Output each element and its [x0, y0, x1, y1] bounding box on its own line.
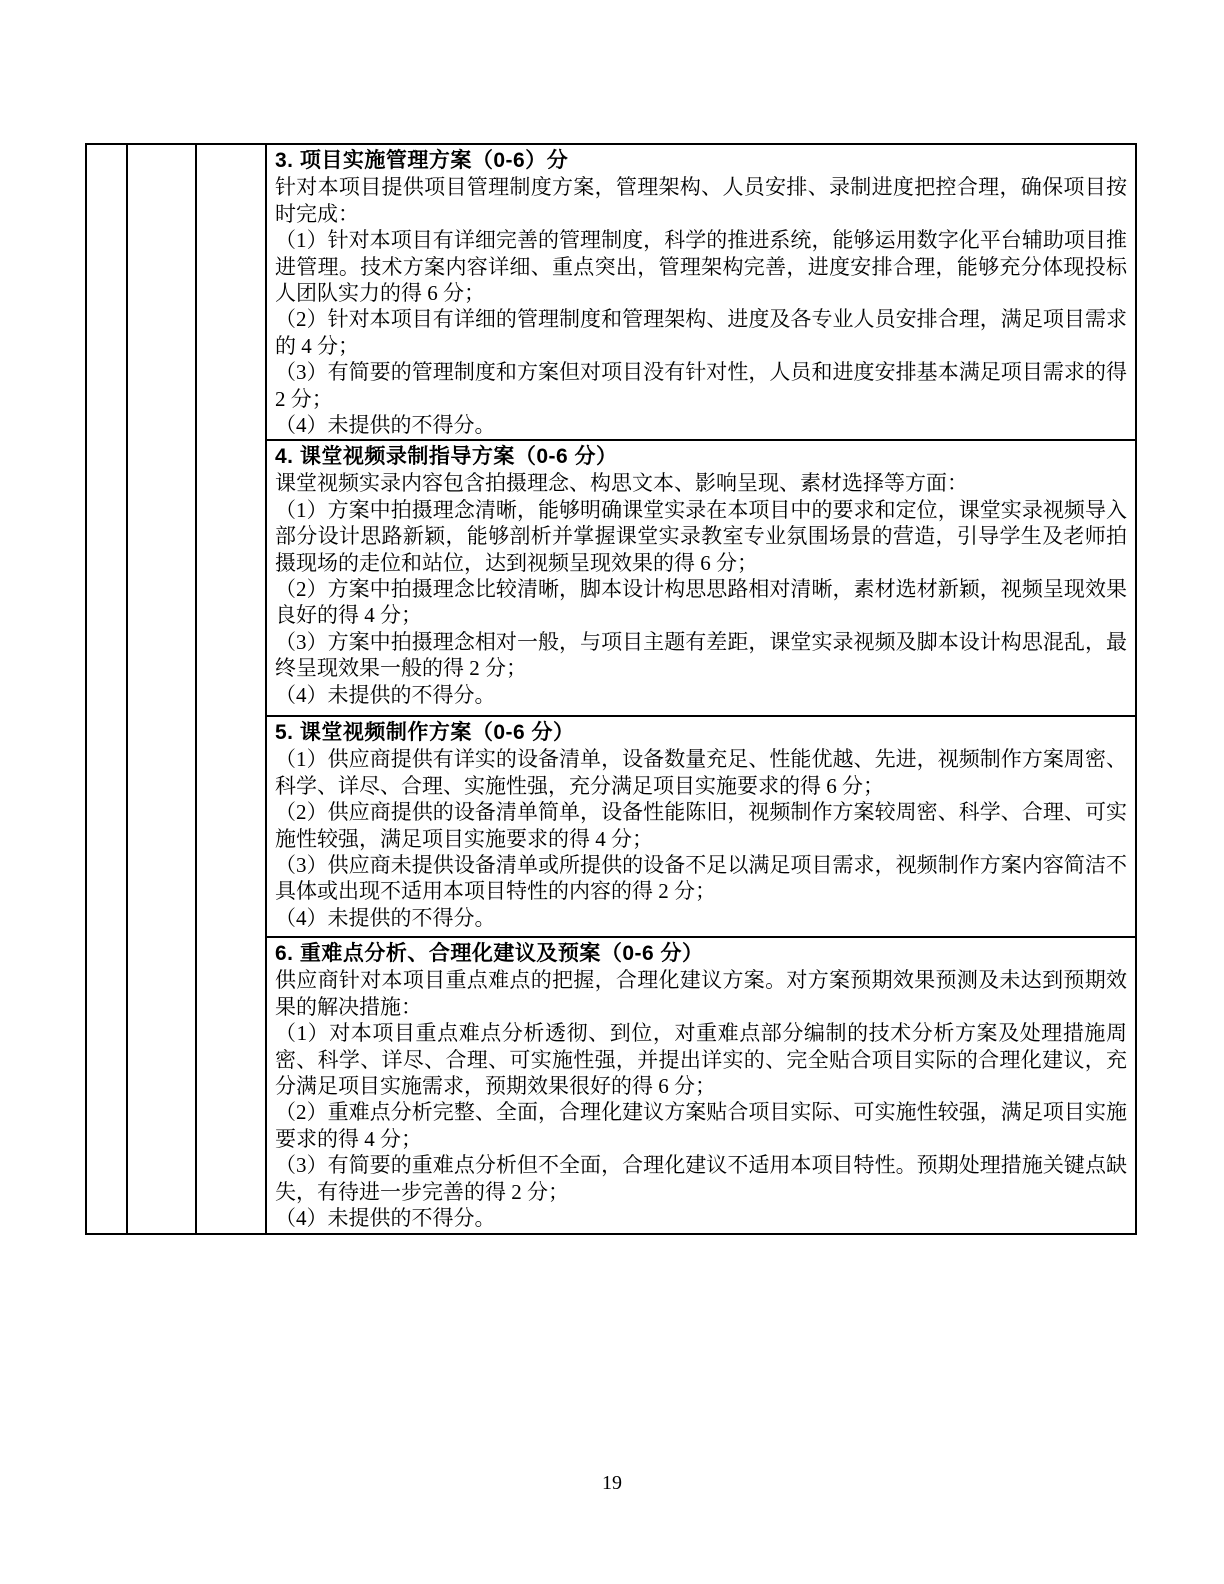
section-paragraph: （1）方案中拍摄理念清晰，能够明确课堂实录在本项目中的要求和定位，课堂实录视频导入部分设计思路新颖，能够剖析并掌握课堂实录教室专业氛围场景的营造，引导学生及老师拍摄现场的走位和站位，达到视频呈现效果的得 6 分；: [275, 497, 1127, 575]
evaluation-criteria-table: [85, 143, 1137, 1235]
section-classroom-video-production: [267, 717, 1135, 938]
section-paragraph: （1）针对本项目有详细完善的管理制度，科学的推进系统，能够运用数字化平台辅助项目推进管理。技术方案内容详细、重点突出，管理架构完善，进度安排合理，能够充分体现投标人团队实力的得 6 分；: [275, 228, 1127, 306]
section-project-implementation-management: [267, 145, 1135, 441]
section-paragraph: （2）重难点分析完整、全面，合理化建议方案贴合项目实际、可实施性较强，满足项目实施要求的得 4 分；: [275, 1100, 1127, 1151]
section-paragraph: （4）未提供的不得分。: [275, 682, 496, 707]
section-title: 6. 重难点分析、合理化建议及预案（0-6 分）: [275, 942, 704, 965]
section-paragraph: （4）未提供的不得分。: [275, 905, 496, 930]
section-title: 3. 项目实施管理方案（0-6）分: [275, 149, 569, 172]
section-paragraph: （3）供应商未提供设备清单或所提供的设备不足以满足项目需求，视频制作方案内容简洁不具体或出现不适用本项目特性的内容的得 2 分；: [275, 853, 1127, 904]
section-paragraph: （3）方案中拍摄理念相对一般，与项目主题有差距，课堂实录视频及脚本设计构思混乱，最终呈现效果一般的得 2 分；: [275, 629, 1127, 681]
criteria-column: [267, 145, 1135, 1233]
section-paragraph: 供应商针对本项目重点难点的把握，合理化建议方案。对方案预期效果预测及未达到预期效果的解决措施：: [275, 968, 1127, 1019]
section-paragraph: 针对本项目提供项目管理制度方案，管理架构、人员安排、录制进度把控合理，确保项目按时完成：: [275, 175, 1127, 226]
section-paragraph: （2）方案中拍摄理念比较清晰，脚本设计构思思路相对清晰，素材选材新颖，视频呈现效果良好的得 4 分；: [275, 577, 1127, 628]
page-number: 19: [602, 1472, 622, 1494]
section-paragraph: （2）供应商提供的设备清单简单，设备性能陈旧，视频制作方案较周密、科学、合理、可实施性较强，满足项目实施要求的得 4 分；: [275, 800, 1127, 851]
section-paragraph: （1）供应商提供有详实的设备清单，设备数量充足、性能优越、先进，视频制作方案周密、科学、详尽、合理、实施性强，充分满足项目实施要求的得 6 分；: [275, 747, 1127, 798]
table-empty-column-3: [197, 145, 267, 1233]
section-title: 4. 课堂视频录制指导方案（0-6 分）: [275, 445, 618, 468]
table-empty-column-2: [128, 145, 197, 1233]
section-paragraph: （3）有简要的重难点分析但不全面，合理化建议不适用本项目特性。预期处理措施关键点缺失，有待进一步完善的得 2 分；: [275, 1153, 1127, 1204]
section-paragraph: （4）未提供的不得分。: [275, 1206, 496, 1231]
table-empty-column-1: [87, 145, 128, 1233]
section-paragraph: （2）针对本项目有详细的管理制度和管理架构、进度及各专业人员安排合理，满足项目需求的 4 分；: [275, 307, 1127, 358]
section-classroom-video-recording-guidance: [267, 441, 1135, 717]
section-paragraph: （1）对本项目重点难点分析透彻、到位，对重难点部分编制的技术分析方案及处理措施周密、科学、详尽、合理、可实施性强，并提出详实的、完全贴合项目实际的合理化建议，充分满足项目实施需求，预期效果很好的得 6 分；: [275, 1021, 1127, 1099]
section-paragraph: （3）有简要的管理制度和方案但对项目没有针对性，人员和进度安排基本满足项目需求的得 2 分；: [275, 360, 1127, 411]
section-difficulties-analysis-suggestions: [267, 938, 1135, 1233]
section-paragraph: 课堂视频实录内容包含拍摄理念、构思文本、影响呈现、素材选择等方面：: [275, 471, 968, 496]
section-paragraph: （4）未提供的不得分。: [275, 413, 496, 438]
section-title: 5. 课堂视频制作方案（0-6 分）: [275, 721, 575, 744]
